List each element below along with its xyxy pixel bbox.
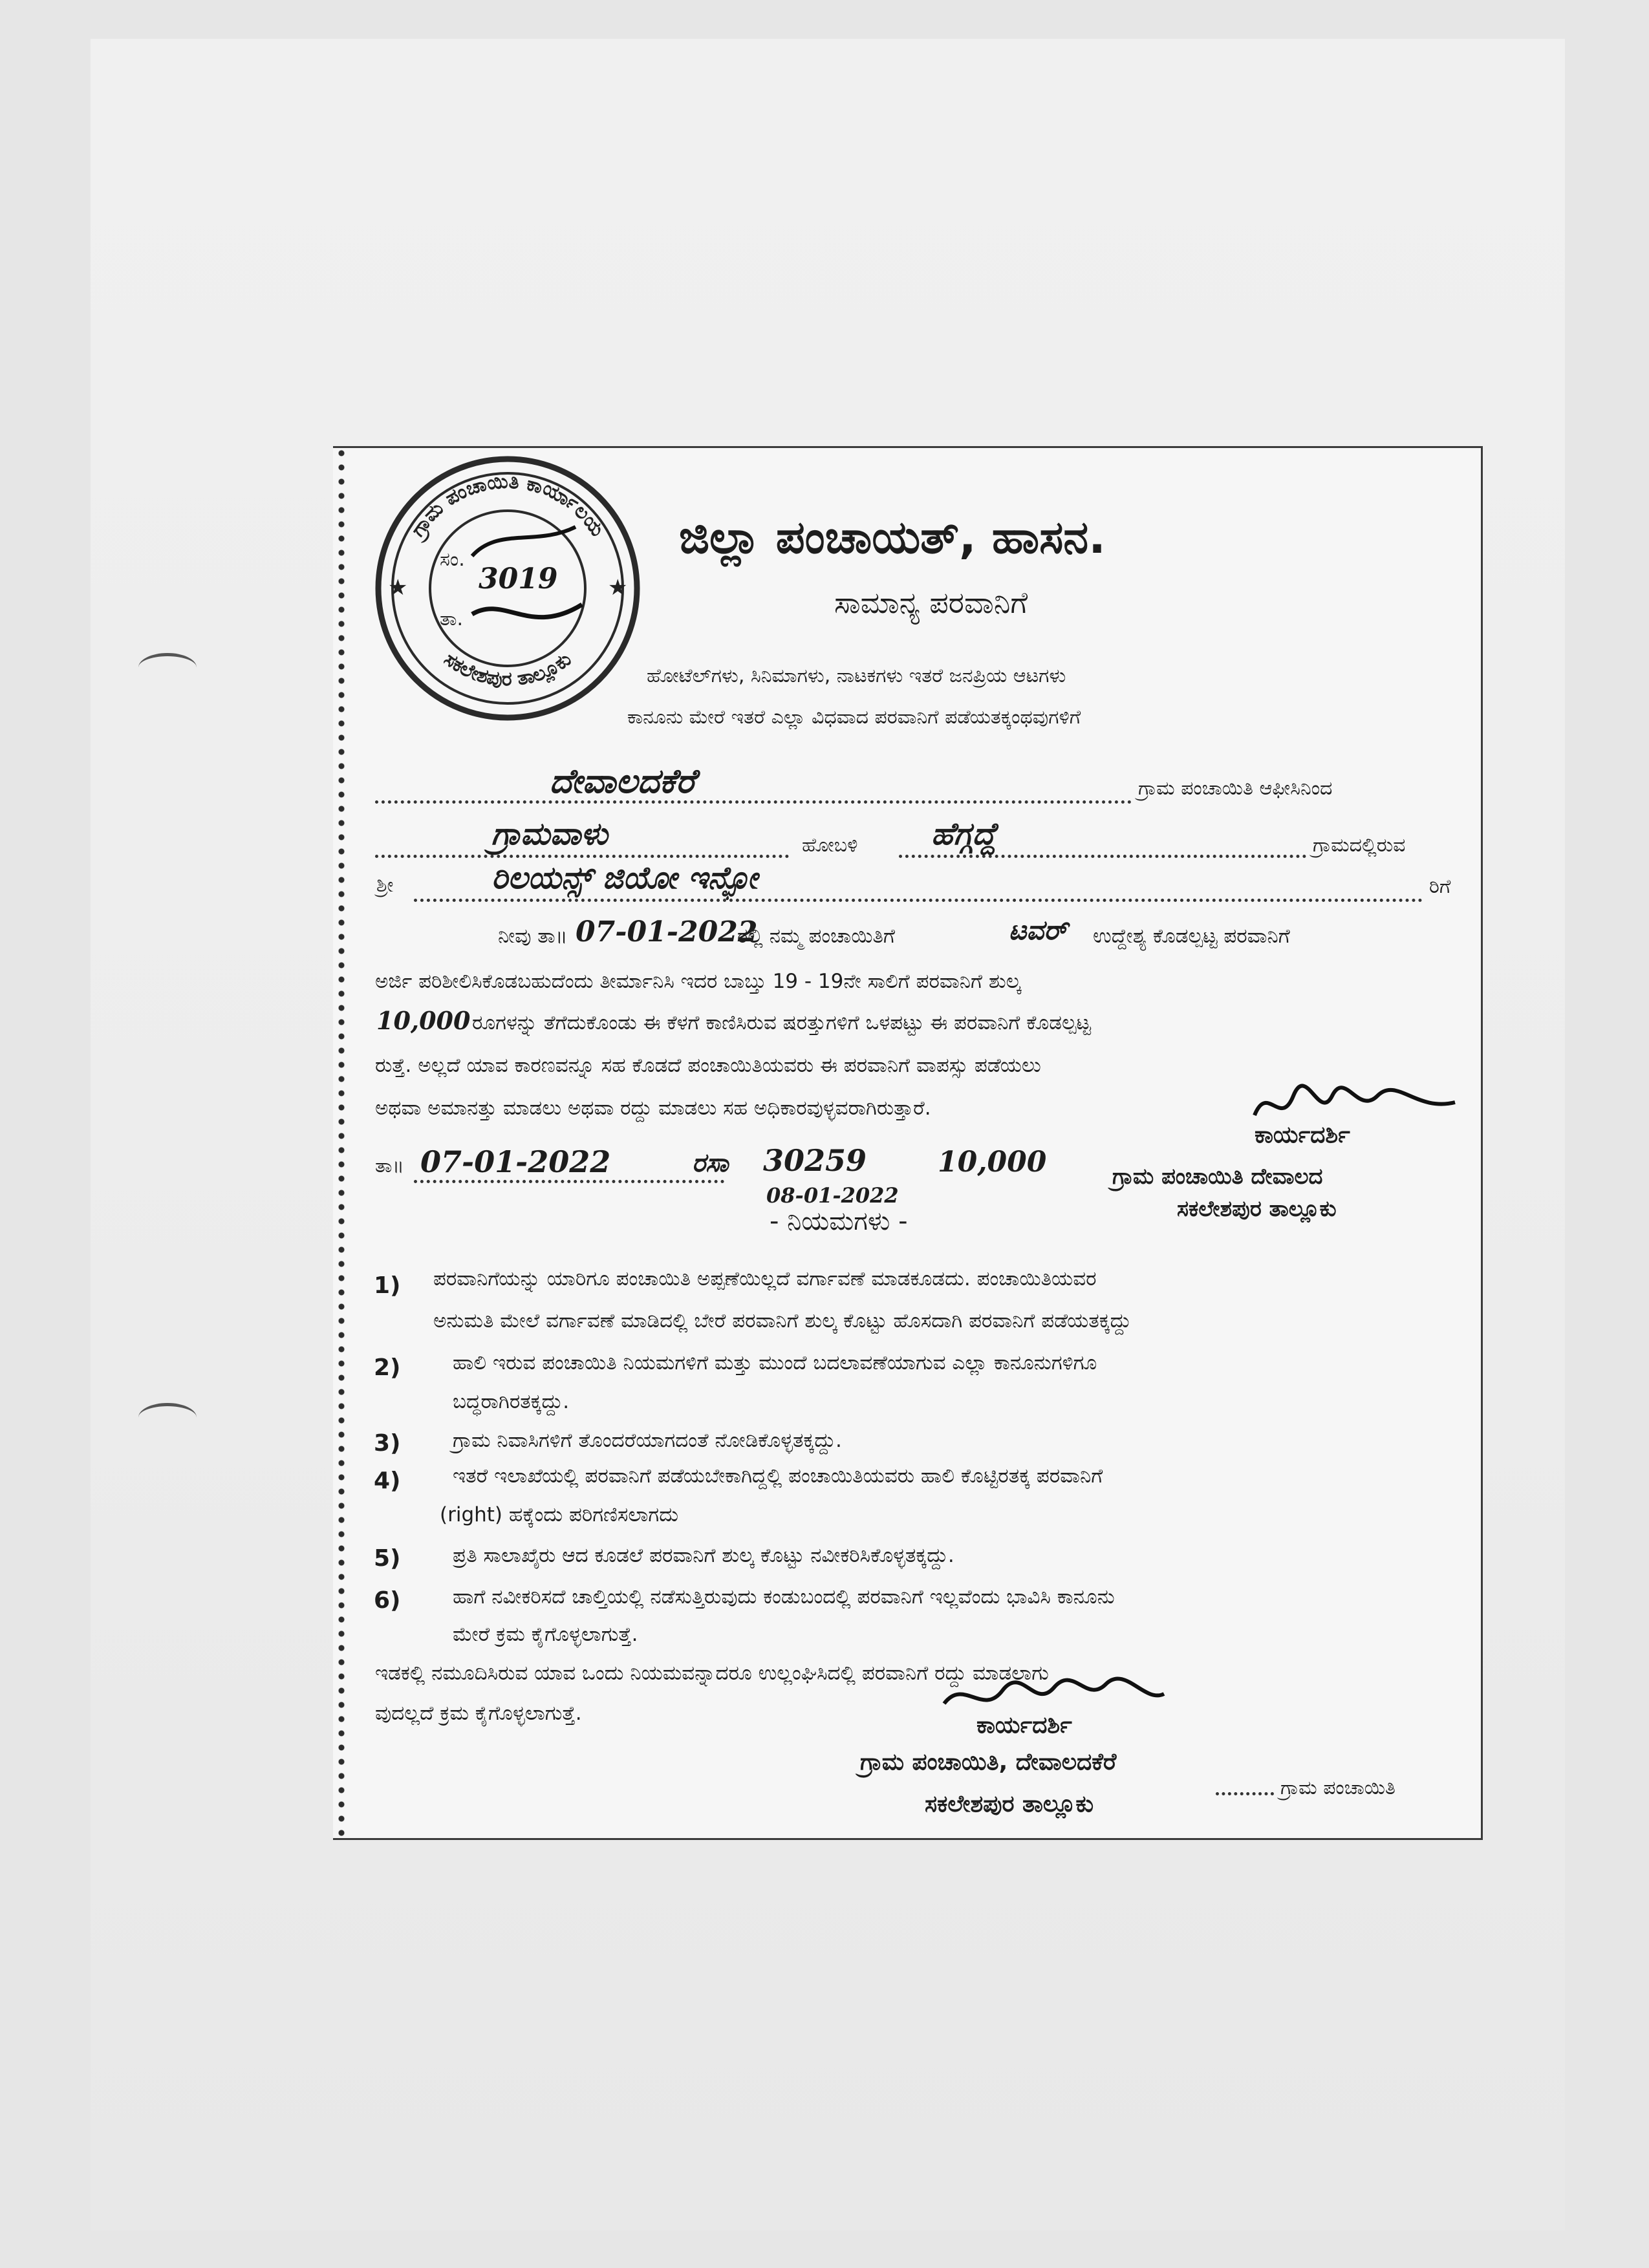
rule-5-line-1: ಪ್ರತಿ ಸಾಲಾಖೈರು ಆದ ಕೂಡಲೆ ಪರವಾನಿಗೆ ಶುಲ್ಕ ಕೊಟ್ಟು ನವೀಕರಿಸಿಕೊಳ್ಳತಕ್ಕದ್ದು. <box>453 1544 954 1567</box>
secretary-2-line2: ಸಕಲೇಶಪುರ ತಾಲ್ಲೂಕು <box>925 1791 1094 1817</box>
secretary-title-2: ಕಾರ್ಯದರ್ಶಿ <box>976 1712 1072 1738</box>
seal-star-right: ★ <box>608 575 628 601</box>
office-seal-stamp <box>369 449 647 727</box>
panchayat-suffix: ಗ್ರಾಮ ಪಂಚಾಯಿತಿ ಆಫೀಸಿನಿಂದ <box>1138 777 1333 800</box>
rule-4-number: 4) <box>374 1468 401 1494</box>
closing-line-1: ಇಡಕಲ್ಲಿ ನಮೂದಿಸಿರುವ ಯಾವ ಒಂದು ನಿಯಮವನ್ನಾದರೂ ಉಲ್ಲಂಘಿಸಿದಲ್ಲಿ ಪರವಾನಿಗೆ ರದ್ದು ಮಾಡಲಾಗು <box>375 1662 1049 1685</box>
rule-5-number: 5) <box>374 1545 401 1572</box>
rule-1-number: 1) <box>374 1272 401 1299</box>
name-suffix: ರಿಗೆ <box>1429 875 1451 898</box>
hobli-name-handwritten: ಹೆಗ್ಗದ್ದೆ <box>931 816 997 852</box>
page-title: ಜಿಲ್ಲಾ ಪಂಚಾಯತ್, ಹಾಸನ. <box>679 511 1106 564</box>
applicant-name-handwritten: ರಿಲಯನ್ಸ್ ಜಿಯೋ ಇನ್ಫೋ <box>491 860 758 896</box>
receipt-number-handwritten: 30259 <box>763 1143 867 1178</box>
rules-heading: - ನಿಯಮಗಳು - <box>770 1206 908 1236</box>
receipt-amount-handwritten: 10,000 <box>938 1146 1047 1179</box>
punch-hole-top <box>138 653 197 682</box>
application-date-handwritten: 07-01-2022 <box>576 915 758 948</box>
body-p1-a: ನೀವು ತಾ॥ <box>498 925 568 948</box>
village-suffix: ಗ್ರಾಮದಲ್ಲಿರುವ <box>1313 834 1406 857</box>
closing-line-2: ವುದಲ್ಲದೆ ಕ್ರಮ ಕೈಗೊಳ್ಳಲಾಗುತ್ತೆ. <box>375 1702 582 1725</box>
body-p2: ಅರ್ಜಿ ಪರಿಶೀಲಿಸಿಕೊಡಬಹುದೆಂದು ತೀರ್ಮಾನಿಸಿ ಇದರ ಬಾಬ್ತು 19 - 19ನೇ ಸಾಲಿಗೆ ಪರವಾನಿಗೆ ಶುಲ್ಕ <box>375 970 1021 993</box>
seal-ring-bottom-text: ಸಕಲೇಶಪುರ ತಾಲ್ಲೂಕು <box>439 648 576 691</box>
body-p3: ರೂಗಳನ್ನು ತೆಗೆದುಕೊಂಡು ಈ ಕೆಳಗೆ ಕಾಣಿಸಿರುವ ಷರತ್ತುಗಳಿಗೆ ಒಳಪಟ್ಟು ಈ ಪರವಾನಿಗೆ ಕೊಡಲ್ಪಟ್ಟ <box>472 1011 1091 1034</box>
receipt-label: ರಸಾ <box>692 1148 729 1178</box>
village-name-handwritten: ಗ್ರಾಮವಾಳು <box>491 816 608 852</box>
rule-6-number: 6) <box>374 1587 401 1614</box>
receipt-date2-handwritten: 08-01-2022 <box>766 1183 899 1208</box>
body-p1-b: ರಲ್ಲಿ ನಮ್ಮ ಪಂಚಾಯಿತಿಗೆ <box>737 925 895 948</box>
rule-1-line-1: ಪರವಾನಿಗೆಯನ್ನು ಯಾರಿಗೂ ಪಂಚಾಯಿತಿ ಅಪ್ಪಣೆಯಿಲ್ಲದೆ ವರ್ಗಾವಣೆ ಮಾಡಕೂಡದು. ಪಂಚಾಯಿತಿಯವರ <box>433 1267 1097 1290</box>
secretary-1-line1: ಗ್ರಾಮ ಪಂಚಾಯಿತಿ ದೇವಾಲದ <box>1112 1164 1323 1190</box>
rule-2-number: 2) <box>374 1354 401 1381</box>
name-prefix: ಶ್ರೀ <box>376 874 394 897</box>
fee-amount-handwritten: 10,000 <box>376 1006 471 1035</box>
purpose-handwritten: ಟವರ್ <box>1009 914 1068 946</box>
secretary-2-line1-suffix: ಗ್ರಾಮ ಪಂಚಾಯಿತಿ <box>1280 1777 1396 1799</box>
seal-date-label: ತಾ. <box>440 608 464 630</box>
seal-ring-top-text: ಗ್ರಾಮ ಪಂಚಾಯಿತಿ ಕಾರ್ಯಾಲಯ <box>406 470 609 541</box>
rule-3-number: 3) <box>374 1430 401 1457</box>
rule-4-line-2: (right) ಹಕ್ಕೆಂದು ಪರಿಗಣಿಸಲಾಗದು <box>440 1503 679 1526</box>
seal-star-left: ★ <box>388 575 408 601</box>
intro-line-2: ಕಾನೂನು ಮೇರೆ ಇತರೆ ಎಲ್ಲಾ ವಿಧವಾದ ಪರವಾನಿಗೆ ಪಡೆಯತಕ್ಕಂಥವುಗಳಿಗೆ <box>627 706 1081 729</box>
receipt-date-label: ತಾ॥ <box>375 1155 404 1177</box>
page-subtitle: ಸಾಮಾನ್ಯ ಪರವಾನಿಗೆ <box>834 585 1028 620</box>
rule-2-line-2: ಬದ್ಧರಾಗಿರತಕ್ಕದ್ದು. <box>453 1390 570 1413</box>
perforated-edge <box>333 446 350 1836</box>
body-p1-c: ಉದ್ದೇಶ್ಯ ಕೊಡಲ್ಪಟ್ಟ ಪರವಾನಿಗೆ <box>1093 925 1290 948</box>
rule-1-line-2: ಅನುಮತಿ ಮೇಲೆ ವರ್ಗಾವಣೆ ಮಾಡಿದಲ್ಲಿ ಬೇರೆ ಪರವಾನಿಗೆ ಶುಲ್ಕ ಕೊಟ್ಟು ಹೊಸದಾಗಿ ಪರವಾನಿಗೆ ಪಡೆಯತಕ್ಕದ್ದು <box>433 1309 1132 1332</box>
secretary-2-line1: ಗ್ರಾಮ ಪಂಚಾಯಿತಿ, ದೇವಾಲದಕೆರೆ <box>860 1749 1117 1775</box>
village-field-line <box>375 855 789 858</box>
svg-text:ಸಕಲೇಶಪುರ ತಾಲ್ಲೂಕು <box>440 648 576 690</box>
seal-number-value: 3019 <box>479 562 558 595</box>
rule-3-line-1: ಗ್ರಾಮ ನಿವಾಸಿಗಳಿಗೆ ತೊಂದರೆಯಾಗದಂತೆ ನೋಡಿಕೊಳ್ಳತಕ್ಕದ್ದು. <box>453 1429 842 1452</box>
hobli-field-line <box>899 855 1306 858</box>
receipt-date-handwritten: 07-01-2022 <box>420 1144 611 1179</box>
seal-handwritten-date <box>472 604 582 617</box>
seal-number-label: ಸಂ. <box>440 548 465 571</box>
hobli-label: ಹೋಬಳಿ <box>802 834 858 857</box>
punch-hole-bottom <box>138 1403 197 1432</box>
secretary-2-dots <box>1216 1792 1274 1795</box>
panchayat-name-handwritten: ದೇವಾಲದಕೆರೆ <box>550 762 695 801</box>
panchayat-field-line <box>375 800 1132 804</box>
rule-4-line-1: ಇತರೆ ಇಲಾಖೆಯಲ್ಲಿ ಪರವಾನಿಗೆ ಪಡೆಯಬೇಕಾಗಿದ್ದಲ್ಲಿ ಪಂಚಾಯಿತಿಯವರು ಹಾಲಿ ಕೊಟ್ಟಿರತಕ್ಕ ಪರವಾನಿಗೆ <box>453 1464 1103 1488</box>
secretary-title-1: ಕಾರ್ಯದರ್ಶಿ <box>1255 1122 1350 1148</box>
applicant-name-line <box>414 899 1423 902</box>
intro-line-1: ಹೋಟೆಲ್‌ಗಳು, ಸಿನಿಮಾಗಳು, ನಾಟಕಗಳು ಇತರೆ ಜನಪ್ರಿಯ ಆಟಗಳು <box>647 665 1066 687</box>
receipt-date-line <box>414 1180 724 1183</box>
body-p5: ಅಥವಾ ಅಮಾನತ್ತು ಮಾಡಲು ಅಥವಾ ರದ್ದು ಮಾಡಲು ಸಹ ಅಧಿಕಾರವುಳ್ಳವರಾಗಿರುತ್ತಾರೆ. <box>375 1097 931 1120</box>
body-p4: ರುತ್ತೆ. ಅಲ್ಲದೆ ಯಾವ ಕಾರಣವನ್ನೂ ಸಹ ಕೊಡದೆ ಪಂಚಾಯಿತಿಯವರು ಈ ಪರವಾನಿಗೆ ವಾಪಸ್ಸು ಪಡೆಯಲು <box>375 1054 1041 1077</box>
rule-2-line-1: ಹಾಲಿ ಇರುವ ಪಂಚಾಯಿತಿ ನಿಯಮಗಳಿಗೆ ಮತ್ತು ಮುಂದೆ ಬದಲಾವಣೆಯಾಗುವ ಎಲ್ಲಾ ಕಾನೂನುಗಳಿಗೂ <box>453 1351 1097 1375</box>
secretary-1-line2: ಸಕಲೇಶಪುರ ತಾಲ್ಲೂಕು <box>1177 1196 1337 1222</box>
seal-signature-scrawl <box>472 527 576 556</box>
rule-6-line-2: ಮೇರೆ ಕ್ರಮ ಕೈಗೊಳ್ಳಲಾಗುತ್ತೆ. <box>453 1623 638 1646</box>
rule-6-line-1: ಹಾಗೆ ನವೀಕರಿಸದೆ ಚಾಲ್ತಿಯಲ್ಲಿ ನಡೆಸುತ್ತಿರುವುದು ಕಂಡುಬಂದಲ್ಲಿ ಪರವಾನಿಗೆ ಇಲ್ಲವೆಂದು ಭಾವಿಸಿ ಕಾನೂನು <box>453 1585 1115 1609</box>
